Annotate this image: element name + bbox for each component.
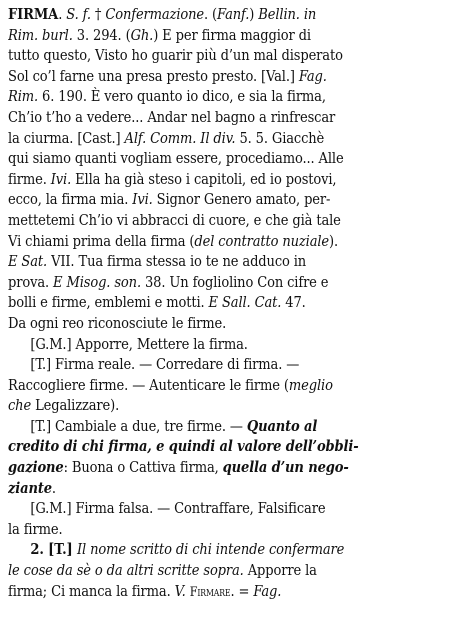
text-line (8, 231, 462, 252)
text-segment: [T.] Firma reale. — Corredare di firma. — (30, 355, 300, 374)
text-segment: del contratto nuziale (194, 231, 330, 250)
text-line (8, 4, 462, 25)
text-line (8, 375, 462, 396)
text-segment: Legalizzare). (31, 396, 120, 415)
text-segment: † (90, 5, 106, 23)
text-line (8, 519, 462, 540)
text-line (8, 354, 470, 375)
text-line (8, 189, 462, 210)
text-segment: . (51, 478, 56, 497)
text-segment: Quanto al (246, 416, 318, 435)
text-segment: mettetemi Ch’io vi abbracci di cuore, e che già tale (8, 210, 341, 229)
text-segment: gazione (8, 458, 64, 477)
text-segment: Ch’io t’ho a vedere... Andar nel bagno a rinfrescar (8, 107, 336, 126)
text-segment: ecco, la firma mia. (8, 190, 133, 209)
text-segment: Rim. (8, 87, 39, 106)
text-segment: bolli e firme, emblemi e motti. (8, 293, 209, 312)
text-segment: 6. 190. È vero quanto io dico, e sia la firma, (38, 87, 326, 106)
text-line (8, 560, 462, 581)
text-segment: la ciurma. [Cast.] (8, 128, 125, 147)
text-segment: ). (329, 231, 339, 250)
text-segment: firme. (8, 169, 51, 188)
text-line (8, 107, 462, 128)
text-line (8, 45, 462, 66)
text-segment: S. f. (66, 5, 91, 23)
text-segment: E Misog. son. (53, 272, 141, 291)
text-segment: tutto questo, Visto ho guarir più d’un mal disperato (8, 46, 343, 65)
text-segment: firma; Ci manca la firma. (8, 581, 175, 600)
text-segment: Da ogni reo riconosciute le firme. (8, 313, 227, 332)
text-segment: VII. Tua firma stessa io te ne adduco in (47, 252, 307, 271)
text-line (8, 148, 462, 169)
text-line (8, 251, 462, 272)
text-segment: . = (230, 581, 254, 600)
text-line (8, 292, 462, 313)
text-segment: Apporre la (243, 561, 317, 580)
text-segment: 2. [T.] (30, 540, 78, 559)
text-segment: V. (174, 581, 186, 600)
text-segment: che (8, 396, 32, 415)
text-segment: : Buona o Cattiva firma, (63, 458, 223, 477)
text-segment: [T.] Cambiale a due, tre firme. — (30, 416, 247, 435)
text-segment: ziante (8, 478, 52, 497)
text-segment: Fanf. (217, 5, 250, 23)
text-segment: 47. (281, 293, 306, 312)
text-line (8, 395, 462, 416)
text-segment: meglio (288, 375, 333, 394)
text-segment: Firmare (189, 584, 231, 600)
text-segment: [G.M.] Firma falsa. — Contraffare, Falsificare (30, 499, 326, 518)
text-segment: le cose da sè o da altri scritte sopra. (8, 561, 244, 580)
text-segment: 3. 294. ( (72, 25, 131, 44)
text-segment: [G.M.] Apporre, Mettere la firma. (30, 334, 248, 353)
text-line (8, 313, 462, 334)
text-segment: Gh. (130, 25, 154, 44)
text-line (8, 436, 462, 457)
text-line (8, 25, 462, 46)
text-line (8, 457, 462, 478)
text-line (8, 66, 462, 87)
text-segment: FIRMA (8, 5, 59, 23)
text-segment: prova. (8, 272, 54, 291)
text-segment: E Sat. (8, 252, 48, 271)
text-line (8, 416, 470, 437)
text-segment: 38. Un fogliolino Con cifre e (140, 272, 329, 291)
text-segment: Vi chiami prima della firma ( (8, 231, 195, 250)
text-line (8, 169, 462, 190)
text-segment: Sol co’l farne una presa presto presto. [Val.] (8, 66, 299, 85)
text-line (8, 86, 462, 107)
text-line (8, 272, 462, 293)
text-segment: . ( (204, 5, 218, 23)
text-segment: Confermazione (105, 5, 205, 23)
text-segment: Ella ha già steso i capitoli, ed io postovi, (71, 169, 337, 188)
text-segment: Signor Genero amato, per- (152, 190, 331, 209)
text-segment: ) E per firma maggior di (153, 25, 311, 44)
text-segment: Rim. burl. (8, 25, 73, 44)
text-line (8, 478, 462, 499)
text-line (8, 210, 462, 231)
text-line (8, 334, 470, 355)
text-segment: la firme. (8, 519, 63, 538)
text-segment: Ivi. (50, 169, 72, 188)
text-line (8, 539, 470, 560)
text-line (8, 498, 470, 519)
text-segment: Il nome scritto di chi intende confermare (77, 540, 345, 559)
text-line (8, 581, 462, 602)
text-segment: Ivi. (132, 190, 153, 209)
text-line (8, 128, 462, 149)
text-segment: Raccogliere firme. — Autenticare le firme ( (8, 375, 289, 394)
text-segment: quella d’un nego- (222, 458, 349, 477)
text-segment: Bellin. in (258, 5, 317, 23)
text-segment: qui siamo quanti vogliam essere, procediamo... Alle (8, 149, 344, 168)
dictionary-entry-firma (8, 4, 462, 601)
text-segment: . (58, 5, 67, 23)
text-segment: Fag. (298, 66, 327, 85)
text-segment: Alf. Comm. Il div. (124, 128, 236, 147)
text-segment: 5. 5. Giacchè (235, 128, 325, 147)
text-segment: ) (249, 5, 259, 23)
text-segment: E Sall. Cat. (208, 293, 282, 312)
text-segment: Fag. (253, 581, 282, 600)
text-segment: credito di chi firma, e quindi al valore dell’obbli- (8, 437, 359, 456)
